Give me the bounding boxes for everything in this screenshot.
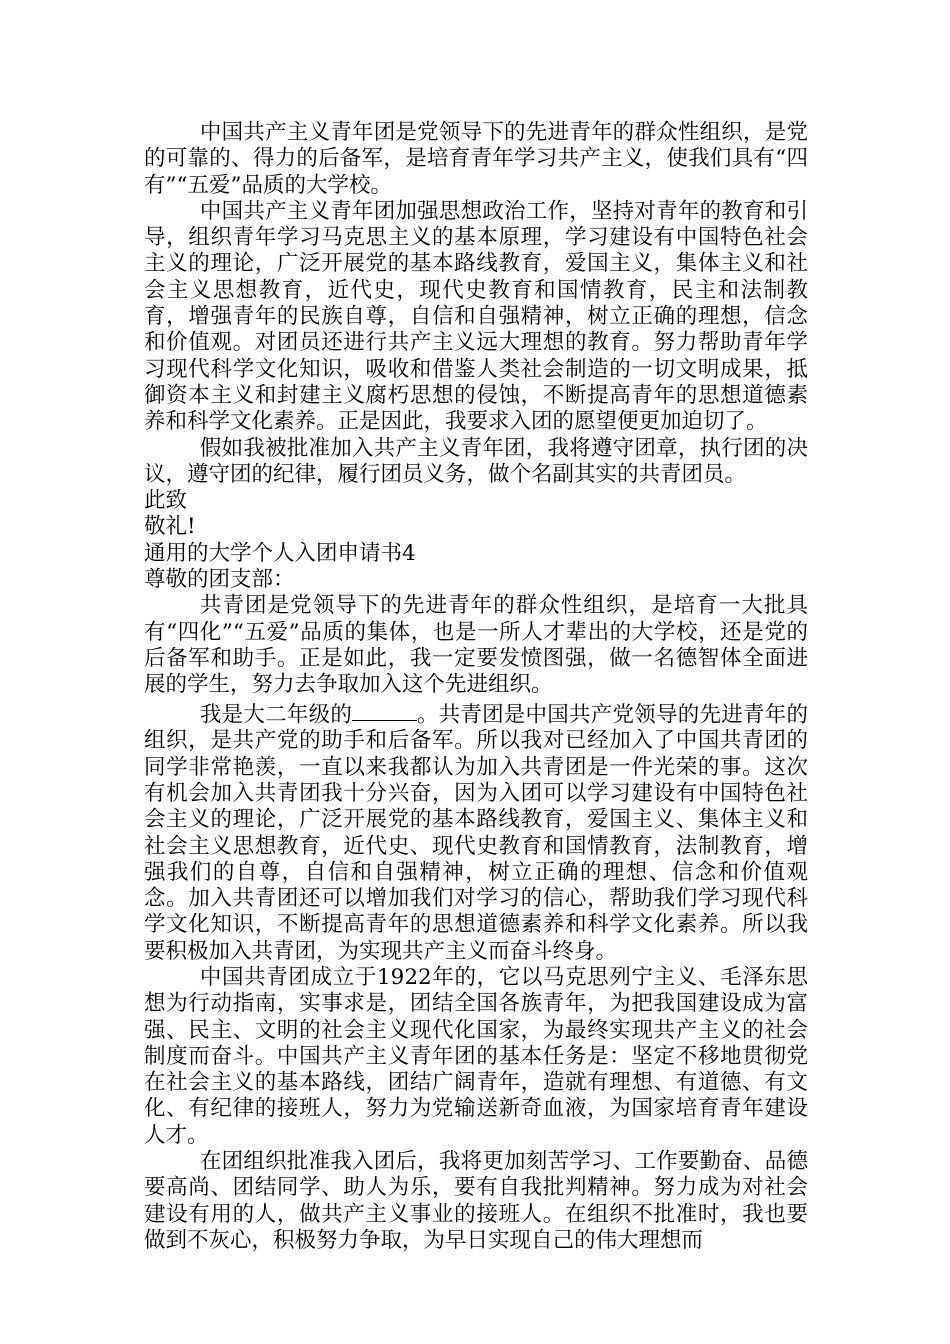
paragraph-5-start: 我是大二年级的: [199, 702, 353, 728]
closing-ci-zhi: 此致: [144, 488, 188, 514]
paragraph-4: 共青团是党领导下的先进青年的群众性组织，是培育一大批具有“四化”“五爱”品质的集体，也是一所人才辈出的大学校，还是党的后备军和助手。正是如此，我一定要发愤图强，做一名德智体全面进展的学生，努力去争取加入这个先进组织。: [144, 593, 808, 698]
paragraph-7: 在团组织批准我入团后，我将更加刻苦学习、工作要勤奋、品德要高尚、团结同学、助人为乐，要有自我批判精神。努力成为对社会建设有用的人，做共产主义事业的接班人。在组织不批准时，我也要做到不灰心，积极努力争取，为早日实现自己的伟大理想而: [144, 1149, 808, 1253]
section-title: 通用的大学个人入团申请书4: [144, 540, 416, 566]
fill-in-blank: [352, 699, 417, 722]
paragraph-2: 中国共产主义青年团加强思想政治工作，坚持对青年的教育和引导，组织青年学习马克思主义的基本原理，学习建设有中国特色社会主义的理论，广泛开展党的基本路线教育，爱国主义，集体主义和社会主义思想教育，近代史，现代史教育和国情教育，民主和法制教育，增强青年的民族自尊，自信和自强精神，树立正确的理想，信念和价值观。对团员还进行共产主义远大理想的教育。努力帮助青年学习现代科学文化知识，吸收和借鉴人类社会制造的一切文明成果，抵御资本主义和封建主义腐朽思想的侵蚀，不断提高青年的思想道德素养和科学文化素养。正是因此，我要求入团的愿望便更加迫切了。: [144, 198, 808, 435]
salutation: 尊敬的团支部：: [144, 567, 295, 593]
paragraph-5: [144, 699, 808, 965]
paragraph-5-rest: 。共青团是中国共产党领导的先进青年的组织，是共产党的助手和后备军。所以我对已经加入了中国共青团的同学非常艳羡，一直以来我都认为加入共青团是一件光荣的事。这次有机会加入共青团我十分兴奋，因为入团可以学习建设有中国特色社会主义的理论，广泛开展党的基本路线教育，爱国主义、集体主义和社会主义思想教育，近代史、现代史教育和国情教育，法制教育，增强我们的自尊，自信和自强精神，树立正确的理想、信念和价值观念。加入共青团还可以增加我们对学习的信心，帮助我们学习现代科学文化知识，不断提高青年的思想道德素养和科学文化素养。所以我要积极加入共青团，为实现共产主义而奋斗终身。: [144, 702, 808, 964]
paragraph-3: 假如我被批准加入共产主义青年团，我将遵守团章，执行团的决议，遵守团的纪律，履行团员义务，做个名副其实的共青团员。: [144, 435, 808, 487]
closing-jing-li: 敬礼!: [144, 514, 196, 540]
paragraph-6: 中国共青团成立于1922年的，它以马克思列宁主义、毛泽东思想为行动指南，实事求是，团结全国各族青年，为把我国建设成为富强、民主、文明的社会主义现代化国家，为最终实现共产主义的社会制度而奋斗。中国共产主义青年团的基本任务是：坚定不移地贯彻党在社会主义的基本路线，团结广阔青年，造就有理想、有道德、有文化、有纪律的接班人，努力为党输送新奇血液，为国家培育青年建设人才。: [144, 965, 808, 1148]
paragraph-1: 中国共产主义青年团是党领导下的先进青年的群众性组织，是党的可靠的、得力的后备军，是培育青年学习共产主义，使我们具有“四有”“五爱”品质的大学校。: [144, 120, 808, 198]
document-body: [144, 120, 808, 1254]
